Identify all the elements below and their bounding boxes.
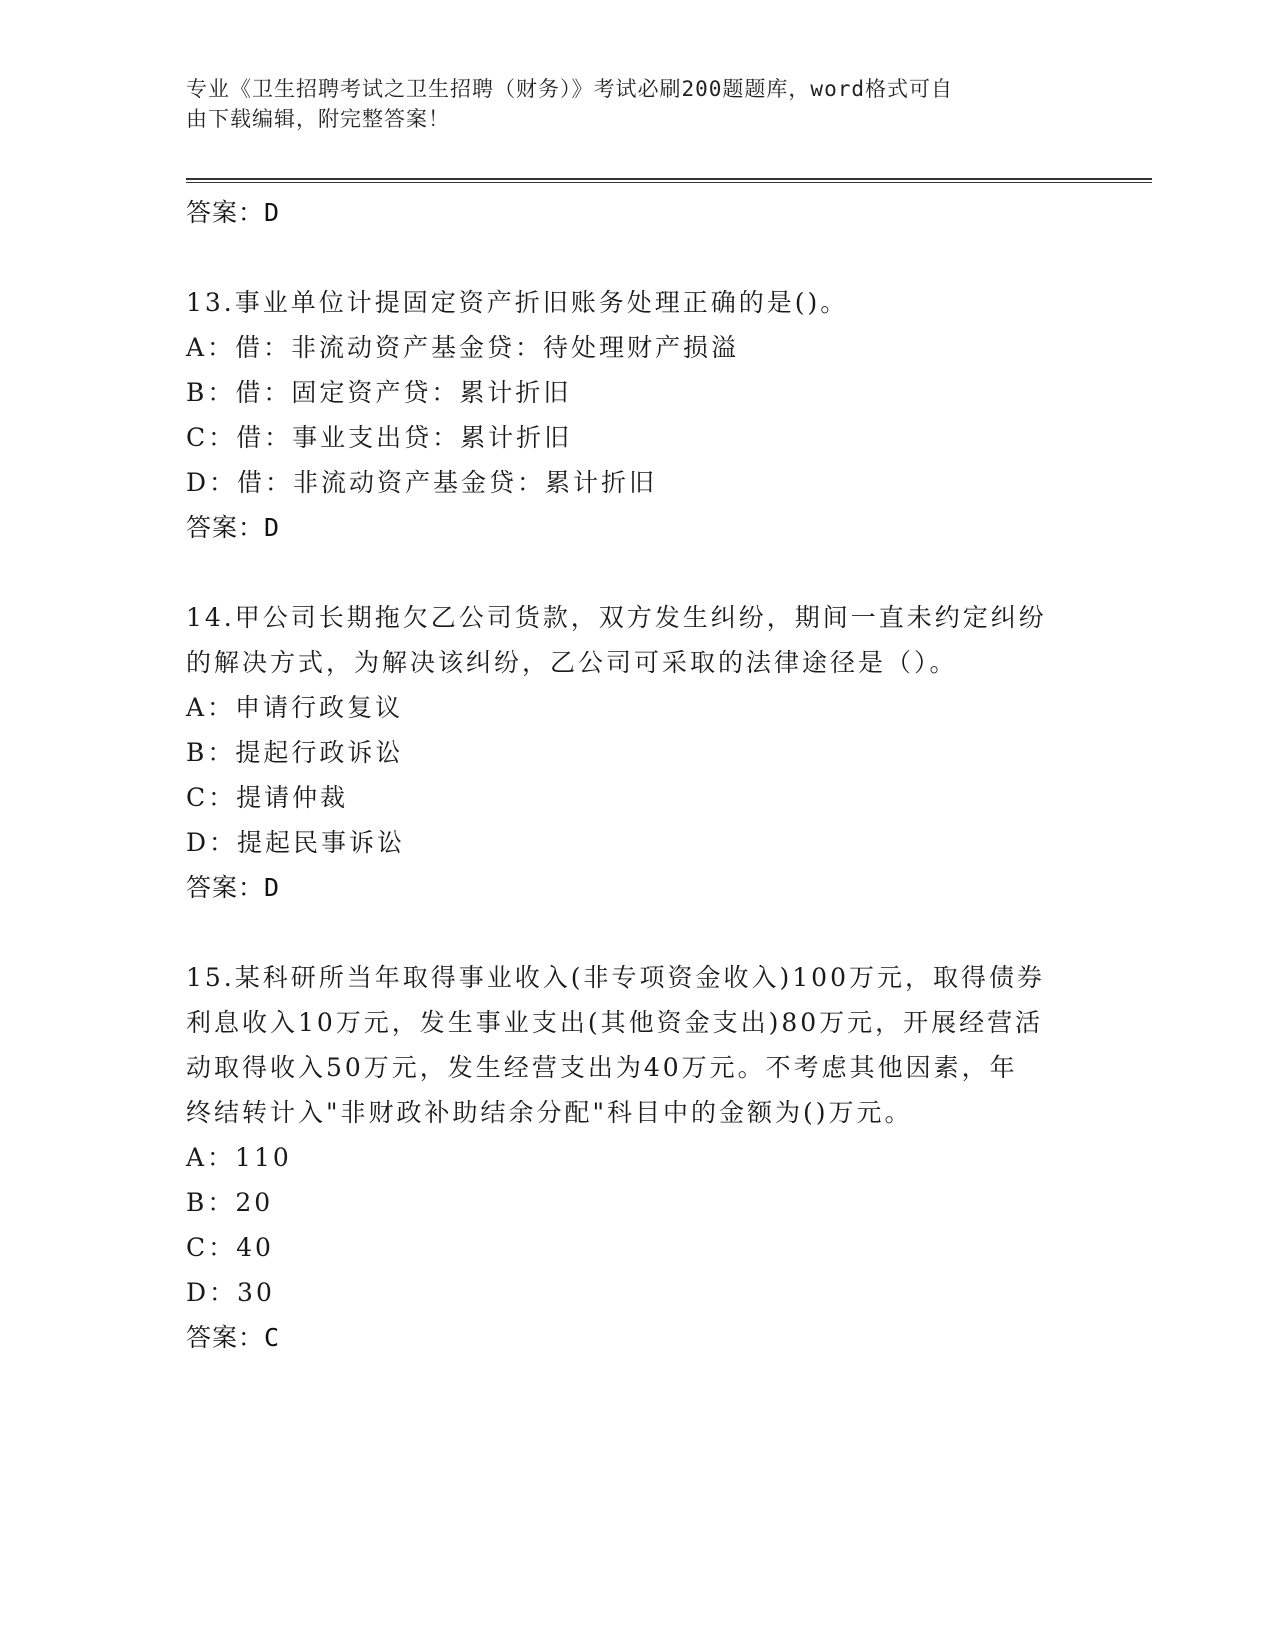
option-d: D：30 <box>186 1278 275 1307</box>
option-c: C：借：事业支出贷：累计折旧 <box>186 423 573 452</box>
question-text: 13.事业单位计提固定资产折旧账务处理正确的是()。 <box>186 288 849 317</box>
option-a: A：110 <box>186 1143 292 1172</box>
question-block <box>186 595 1086 910</box>
question-text: 15.某科研所当年取得事业收入(非专项资金收入)100万元，取得债券 <box>186 963 1045 992</box>
option-d: D：借：非流动资产基金贷：累计折旧 <box>186 468 658 497</box>
option-a: A：申请行政复议 <box>186 693 404 722</box>
option-d: D：提起民事诉讼 <box>186 828 406 857</box>
spacer <box>186 910 1086 955</box>
question-block <box>186 280 1086 550</box>
option-c: C：40 <box>186 1233 274 1262</box>
answer-line: 答案：C <box>186 1323 281 1352</box>
question-text: 的解决方式，为解决该纠纷，乙公司可采取的法律途径是（）。 <box>186 648 958 677</box>
spacer <box>186 235 1086 280</box>
option-b: B：提起行政诉讼 <box>186 738 404 767</box>
question-text: 14.甲公司长期拖欠乙公司货款，双方发生纠纷，期间一直未约定纠纷 <box>186 603 1047 632</box>
header-divider <box>186 178 1152 180</box>
answer-line: 答案：D <box>186 873 281 902</box>
spacer <box>186 550 1086 595</box>
question-text: 利息收入10万元，发生事业支出(其他资金支出)80万元，开展经营活 <box>186 1008 1044 1037</box>
option-b: B：20 <box>186 1188 274 1217</box>
question-text: 动取得收入50万元，发生经营支出为40万元。不考虑其他因素，年 <box>186 1053 1018 1082</box>
option-a: A：借：非流动资产基金贷：待处理财产损溢 <box>186 333 740 362</box>
question-block <box>186 955 1086 1360</box>
answer-line: 答案：D <box>186 513 281 542</box>
header-line: 由下载编辑，附完整答案！ <box>186 107 450 131</box>
option-c: C：提请仲裁 <box>186 783 349 812</box>
header-line: 专业《卫生招聘考试之卫生招聘（财务）》考试必刷200题题库，word格式可自 <box>186 77 953 101</box>
option-b: B：借：固定资产贷：累计折旧 <box>186 378 572 407</box>
header-divider-thin <box>186 182 1152 183</box>
question-text: 终结转计入"非财政补助结余分配"科目中的金额为()万元。 <box>186 1098 913 1127</box>
document-body <box>186 190 1086 1360</box>
document-header <box>186 74 1066 134</box>
answer-line: 答案：D <box>186 198 281 227</box>
